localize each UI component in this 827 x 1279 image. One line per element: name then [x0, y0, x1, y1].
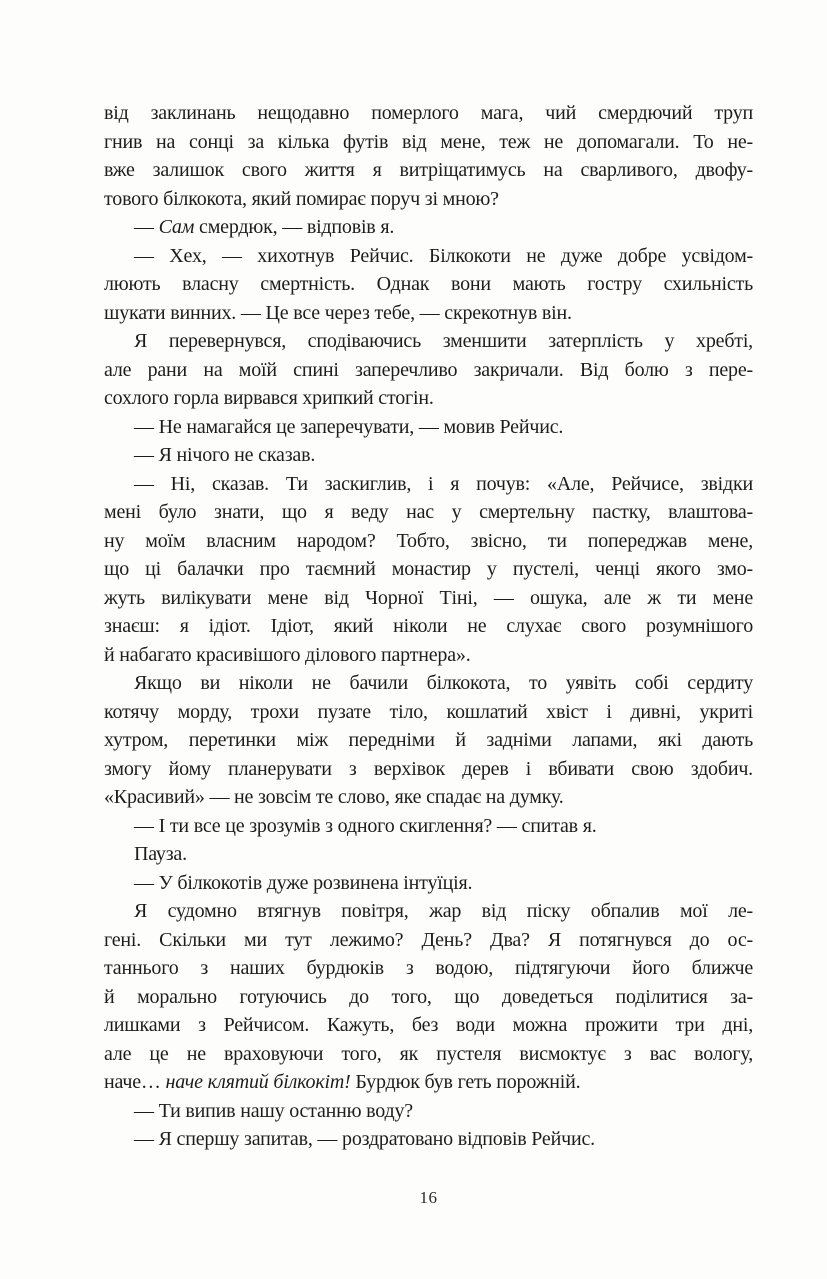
text-segment: шукати винних. — Це все через тебе, — скрекотнув він. [104, 301, 572, 324]
text-line [104, 384, 753, 413]
text-line [104, 755, 753, 784]
text-line [104, 954, 753, 983]
paragraph [104, 869, 753, 898]
text-segment: й набагато красивішого ділового партнера». [104, 643, 471, 666]
paragraph [104, 1097, 753, 1126]
text-line [104, 242, 753, 271]
paragraph [104, 99, 753, 213]
text-segment: Бурдюк був геть порожній. [350, 1071, 581, 1093]
paragraph [104, 812, 753, 841]
paragraph [104, 840, 753, 869]
text-segment: від заклинань нещодавно померлого мага, чий смердючий труп [104, 102, 753, 124]
text-segment: змогу йому планерувати з верхівок дерев і вбивати свою здобич. [104, 757, 753, 780]
paragraph [104, 213, 753, 242]
paragraph [104, 897, 753, 1097]
text-line [104, 1097, 753, 1126]
text-segment: й морально готуючись до того, що доведеться поділитися за- [104, 985, 753, 1008]
text-line [104, 612, 753, 641]
text-line [104, 1011, 753, 1040]
text-line [104, 641, 753, 670]
text-segment: знаєш: я ідіот. Ідіот, який ніколи не слухає свого розумнішого [104, 615, 753, 637]
text-segment: Я перевернувся, сподіваючись зменшити затерплість у хребті, [134, 330, 753, 352]
text-segment: Якщо ви ніколи не бачили білкокота, то уявіть собі сердиту [134, 672, 753, 694]
text-line [104, 441, 753, 470]
text-line [104, 1125, 753, 1154]
italic-text: Сам [158, 216, 195, 238]
text-line [104, 1040, 753, 1069]
text-segment: — Хех, — хихотнув Рейчис. Білкокоти не дуже добре усвідом- [134, 244, 753, 267]
text-segment: гнив на сонці за кілька футів від мене, теж не допомагали. То не- [104, 130, 753, 153]
text-line [104, 185, 753, 214]
text-line [104, 812, 753, 841]
text-line [104, 498, 753, 527]
paragraph [104, 327, 753, 413]
text-segment: — [134, 216, 159, 238]
text-segment: вже залишок свого життя я витріщатимусь на сварливого, двофу- [104, 159, 753, 181]
paragraph [104, 1125, 753, 1154]
italic-text: наче клятий білкокіт! [165, 1071, 351, 1093]
text-segment: люють власну смертність. Однак вони мають гостру схильність [104, 273, 753, 295]
text-line [104, 413, 753, 442]
text-segment: смердюк, — відповів я. [194, 216, 395, 238]
text-line [104, 726, 753, 755]
text-segment: гені. Скільки ми тут лежимо? День? Два? Я потягнувся до ос- [104, 928, 753, 951]
text-segment: жуть вилікувати мене від Чорної Тіні, — ошука, але ж ти мене [104, 586, 753, 609]
text-segment: — Я спершу запитав, — роздратовано відповів Рейчис. [134, 1128, 595, 1150]
text-line [104, 299, 753, 328]
paragraph [104, 470, 753, 670]
text-segment: таннього з наших бурдюків з водою, підтягуючи його ближче [104, 957, 753, 979]
text-segment: — Ні, сказав. Ти заскиглив, і я почув: «Але, Рейчисе, звідки [134, 472, 753, 495]
text-line [104, 926, 753, 955]
text-segment: Я судомно втягнув повітря, жар від піску обпалив мої ле- [134, 900, 753, 922]
text-segment: тового білкокота, який помирає поруч зі мною? [104, 187, 499, 210]
text-line [104, 270, 753, 299]
text-line [104, 983, 753, 1012]
text-segment: — І ти все це зрозумів з одного скиглення? — спитав я. [134, 814, 597, 837]
text-segment: ну моїм власним народом? Тобто, звісно, ти попереджав мене, [104, 529, 753, 552]
text-segment: мені було знати, що я веду нас у смертельну пастку, влаштова- [104, 501, 753, 523]
text-line [104, 470, 753, 499]
text-line [104, 669, 753, 698]
text-segment: але рани на моїй спині заперечливо закричали. Від болю з пере- [104, 358, 753, 381]
text-segment: хутром, перетинки між передніми й задніми лапами, які дають [104, 729, 753, 751]
text-segment: — У білкокотів дуже розвинена інтуїція. [134, 871, 473, 894]
text-block [104, 99, 753, 1154]
paragraph [104, 413, 753, 442]
text-line [104, 783, 753, 812]
text-line [104, 128, 753, 157]
text-line [104, 698, 753, 727]
text-line [104, 897, 753, 926]
text-segment: — Не намагайся це заперечувати, — мовив Рейчис. [134, 415, 564, 438]
page-number: 16 [419, 1188, 438, 1207]
text-line [104, 327, 753, 356]
text-line [104, 840, 753, 869]
paragraph [104, 441, 753, 470]
text-segment: сохлого горла вирвався хрипкий стогін. [104, 387, 434, 409]
text-segment: що ці балачки про таємний монастир у пустелі, ченці якого змо- [104, 558, 753, 580]
text-line [104, 1068, 753, 1097]
text-line [104, 527, 753, 556]
text-line [104, 584, 753, 613]
text-line [104, 356, 753, 385]
text-segment: але це не враховуючи того, як пустеля висмоктує з вас вологу, [104, 1042, 753, 1065]
text-segment: Пауза. [134, 843, 187, 865]
text-line [104, 156, 753, 185]
paragraph [104, 669, 753, 812]
text-segment: «Красивий» — не зовсім те слово, яке спадає на думку. [104, 786, 564, 808]
text-segment: лишками з Рейчисом. Кажуть, без води можна прожити три дні, [104, 1014, 753, 1036]
text-line [104, 869, 753, 898]
text-line [104, 555, 753, 584]
text-segment: наче… [104, 1071, 166, 1093]
text-segment: — Я нічого не сказав. [134, 444, 316, 466]
text-line [104, 99, 753, 128]
text-segment: котячу морду, трохи пузате тіло, кошлатий хвіст і дивні, укриті [104, 700, 753, 723]
text-segment: — Ти випив нашу останню воду? [134, 1099, 413, 1122]
text-line [104, 213, 753, 242]
paragraph [104, 242, 753, 328]
